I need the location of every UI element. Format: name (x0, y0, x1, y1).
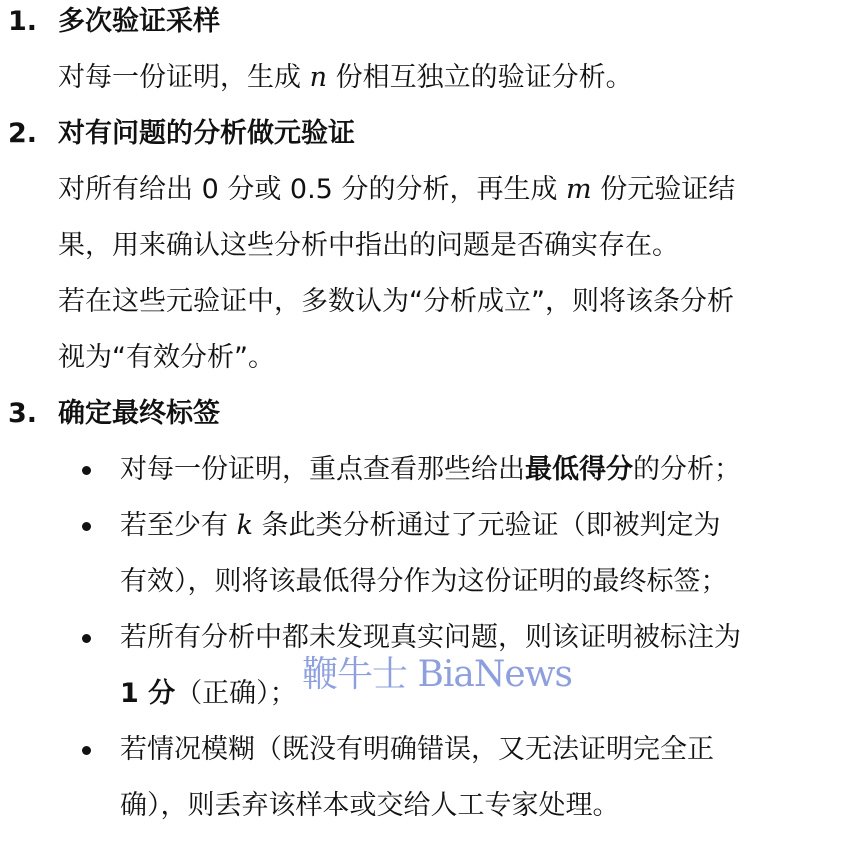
bullet-1-text (120, 450, 741, 490)
bullet-4-text: 若情况模糊（既没有明确错误，又无法证明完全正 (120, 734, 714, 765)
text-segment: （正确）； (175, 678, 297, 709)
emphasis-text: 最低得分 (525, 454, 633, 485)
bullet-4-continuation: 确），则丢弃该样本或交给人工专家处理。 (120, 790, 620, 821)
item-2-paragraph-1-text (58, 170, 735, 210)
text-segment: 对每一份证明，重点查看那些给出 (120, 454, 525, 485)
text-segment: 份元验证结 (591, 174, 736, 205)
bullet-3-text: 若所有分析中都未发现真实问题，则该证明被标注为 (120, 622, 741, 653)
text-segment: 若至少有 (120, 510, 237, 541)
item-2-paragraph-2-continuation: 视为“有效分析”。 (58, 342, 275, 373)
bianews-watermark: 鞭牛士 BiaNews (302, 654, 572, 695)
text-segment: 份相互独立的验证分析。 (326, 62, 633, 93)
text-segment: 对每一份证明，生成 (58, 62, 310, 93)
text-segment: 的分析； (633, 454, 741, 485)
item-3-number: 3. (8, 398, 38, 429)
bullet-2-continuation: 有效），则将该最低得分作为这份证明的最终标签； (120, 566, 728, 597)
item-2-number: 2. (8, 118, 38, 149)
item-1-paragraph-text (58, 58, 633, 98)
bullet-dot (82, 466, 91, 475)
bullet-2-text (120, 506, 721, 546)
math-variable-k: k (236, 510, 253, 541)
bullet-dot (82, 746, 91, 755)
item-2-paragraph-1-continuation: 果，用来确认这些分析中指出的问题是否确实存在。 (58, 230, 679, 261)
bullet-dot (82, 522, 91, 531)
math-variable-m: m (566, 174, 592, 205)
text-segment: 对所有给出 0 分或 0.5 分的分析，再生成 (58, 174, 567, 205)
bullet-3-continuation (120, 674, 297, 714)
item-2-paragraph-2-text: 若在这些元验证中，多数认为“分析成立”，则将该条分析 (58, 286, 734, 317)
item-2-title: 对有问题的分析做元验证 (58, 118, 355, 149)
item-1-number: 1. (8, 6, 38, 37)
item-1-title: 多次验证采样 (58, 6, 220, 37)
bullet-dot (82, 634, 91, 643)
text-segment: 条此类分析通过了元验证（即被判定为 (252, 510, 721, 541)
emphasis-text: 1 分 (120, 678, 176, 709)
math-variable-n: n (309, 62, 327, 93)
item-3-title: 确定最终标签 (58, 398, 220, 429)
